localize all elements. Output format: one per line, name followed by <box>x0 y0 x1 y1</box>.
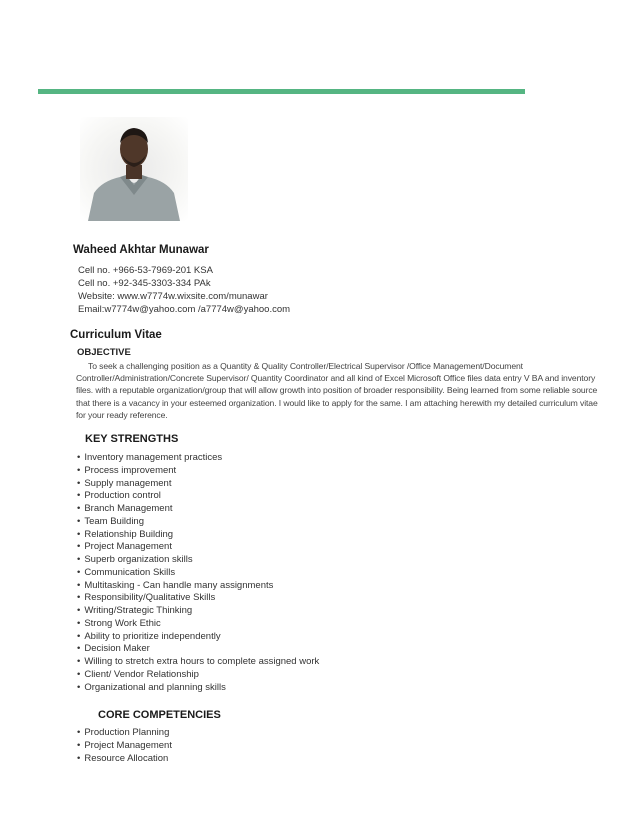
list-item: • Ability to prioritize independently <box>77 631 319 644</box>
objective-paragraph: To seek a challenging position as a Quantity & Quality Controller/Electrical Supervisor /Office Management/Document Controller/Administration/Concrete Supervisor/ Quantity Coordinator and all kind of Excel Microsoft Office files data entry V BA and inventory files. with a reputable organization/group that will allow growth into position of broader responsibility. Being learned from some reliable source that there is a vacancy in your esteemed organization. I would like to apply for the same. I am attaching herewith my detailed curriculum vitae for your ready reference. <box>76 361 598 420</box>
list-item: • Team Building <box>77 516 319 529</box>
list-item: • Resource Allocation <box>77 753 172 766</box>
list-item: • Project Management <box>77 541 319 554</box>
person-photo-icon <box>80 117 188 221</box>
list-item: • Production control <box>77 490 319 503</box>
candidate-name: Waheed Akhtar Munawar <box>73 244 209 256</box>
contact-email: Email:w7774w@yahoo.com /a7774w@yahoo.com <box>78 304 291 315</box>
contact-block <box>78 264 290 316</box>
list-item: • Responsibility/Qualitative Skills <box>77 592 319 605</box>
list-item: • Supply management <box>77 478 319 491</box>
list-item: • Client/ Vendor Relationship <box>77 669 319 682</box>
document-title: Curriculum Vitae <box>70 329 162 341</box>
list-item: • Writing/Strategic Thinking <box>77 605 319 618</box>
list-item: • Willing to stretch extra hours to complete assigned work <box>77 656 319 669</box>
list-item: • Process improvement <box>77 465 319 478</box>
core-competencies-list <box>77 727 172 765</box>
key-strengths-list <box>77 452 319 694</box>
list-item: • Strong Work Ethic <box>77 618 319 631</box>
list-item: • Branch Management <box>77 503 319 516</box>
list-item: • Inventory management practices <box>77 452 319 465</box>
objective-heading: OBJECTIVE <box>77 347 131 358</box>
core-competencies-heading: CORE COMPETENCIES <box>98 709 221 721</box>
list-item: • Decision Maker <box>77 643 319 656</box>
list-item: • Production Planning <box>77 727 172 740</box>
list-item: • Organizational and planning skills <box>77 682 319 695</box>
header-accent-bar <box>38 89 525 94</box>
list-item: • Project Management <box>77 740 172 753</box>
key-strengths-heading: KEY STRENGTHS <box>85 433 179 445</box>
list-item: • Communication Skills <box>77 567 319 580</box>
list-item: • Relationship Building <box>77 529 319 542</box>
list-item: • Superb organization skills <box>77 554 319 567</box>
contact-website: Website: www.w7774w.wixsite.com/munawar <box>78 291 268 302</box>
list-item: • Multitasking - Can handle many assignments <box>77 580 319 593</box>
contact-phone-pak: Cell no. +92-345-3303-334 PAk <box>78 278 211 289</box>
profile-photo <box>80 117 188 221</box>
contact-phone-ksa: Cell no. +966-53-7969-201 KSA <box>78 265 213 276</box>
